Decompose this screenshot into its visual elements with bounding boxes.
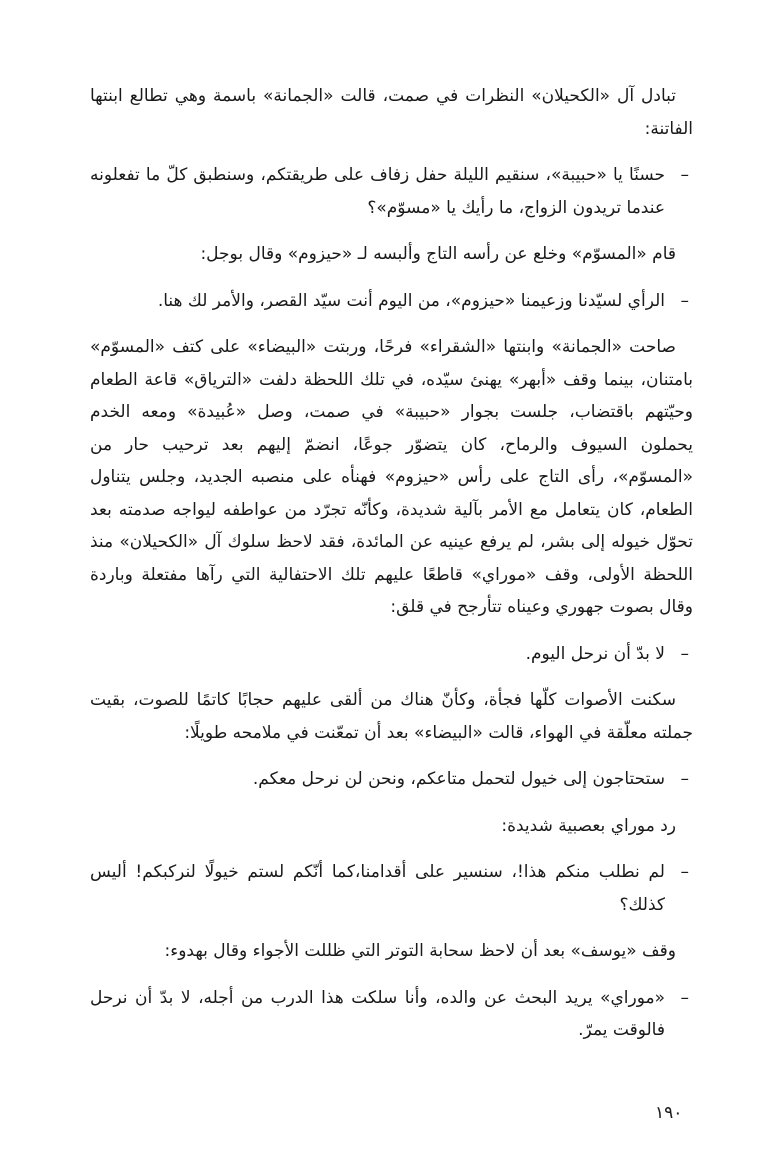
narration-paragraph: سكنت الأصوات كلّها فجأة، وكأنّ هناك من ألقى عليهم حجابًا كاتمًا للصوت، بقيت جملته معلّقة في الهواء، قالت «البيضاء» بعد أن تمعّنت في ملامحه طويلًا: xyxy=(90,690,693,743)
dialogue-text: ستحتاجون إلى خيول لتحمل متاعكم، ونحن لن نرحل معكم. xyxy=(252,769,665,789)
narration-paragraph: وقف «يوسف» بعد أن لاحظ سحابة التوتر التي ظللت الأجواء وقال بهدوء: xyxy=(164,941,676,961)
narration-paragraph: رد موراي بعصبية شديدة: xyxy=(501,815,676,836)
dialogue-paragraph xyxy=(90,856,693,921)
dialogue-text: لم نطلب منكم هذا!، سنسير على أقدامنا،كما أنّكم لستم خيولًا لنركبكم! أليس كذلك؟ xyxy=(90,862,665,915)
dialogue-paragraph xyxy=(90,982,693,1047)
dialogue-dash: – xyxy=(680,643,689,664)
dialogue-paragraph xyxy=(90,285,693,318)
dialogue-dash: – xyxy=(680,862,689,882)
dialogue-text: لا بدّ أن نرحل اليوم. xyxy=(525,643,665,664)
dialogue-paragraph xyxy=(90,638,693,671)
narration-paragraph: صاحت «الجمانة» وابنتها «الشقراء» فرحًا، وربتت «البيضاء» على كتف «المسوّم» بامتنان، بينما وقف «أبهر» يهنئ سيّده، في تلك اللحظة دلفت «الترياق» قاعة الطعام وحيّتهم باقتضاب، جلست بجوار «حبيبة» في صمت، وصل «عُبيدة» ومعه الخدم يحملون السيوف والرماح، كان يتضوّر جوعًا، انضمّ إليهم بعد ترحيب حار من «المسوّم»، رأى التاج على رأس «حيزوم» فهنأه على منصبه الجديد، وجلس يتناول الطعام، كان يتعامل مع الأمر بآلية شديدة، وكأنّه تجرّد من عواطفه ليواجه صدمته بعد تحوّل خيوله إلى بشر، لم يرفع عينيه عن المائدة، فقد لاحظ سلوك آل «الكحيلان» منذ اللحظة الأولى، وقف «موراي» قاطعًا عليهم تلك الاحتفالية التي رآها مفتعلة وباردة وقال بصوت جهوري وعيناه تتأرجح في قلق: xyxy=(90,337,693,617)
dialogue-text: الرأي لسيّدنا وزعيمنا «حيزوم»، من اليوم أنت سيّد القصر، والأمر لك هنا. xyxy=(157,290,665,311)
dialogue-dash: – xyxy=(680,987,689,1008)
dialogue-paragraph xyxy=(90,159,693,224)
dialogue-dash: – xyxy=(680,769,689,789)
narration-paragraph: قام «المسوّم» وخلع عن رأسه التاج وألبسه لـ «حيزوم» وقال بوجل: xyxy=(200,244,676,264)
dialogue-text: حسنًا يا «حبيبة»، سنقيم الليلة حفل زفاف على طريقتكم، وسنطبق كلّ ما تفعلونه عندما تريدون الزواج، ما رأيك يا «مسوّم»؟ xyxy=(90,165,665,218)
dialogue-text: «موراي» يريد البحث عن والده، وأنا سلكت هذا الدرب من أجله، لا بدّ أن نرحل فالوقت يمرّ. xyxy=(90,987,665,1040)
dialogue-dash: – xyxy=(680,165,689,185)
book-page-text xyxy=(90,80,693,1061)
page-number: ١٩٠ xyxy=(655,1103,683,1123)
dialogue-paragraph xyxy=(90,763,693,796)
narration-paragraph: تبادل آل «الكحيلان» النظرات في صمت، قالت «الجمانة» باسمة وهي تطالع ابنتها الفاتنة: xyxy=(90,86,693,139)
dialogue-dash: – xyxy=(680,290,689,311)
